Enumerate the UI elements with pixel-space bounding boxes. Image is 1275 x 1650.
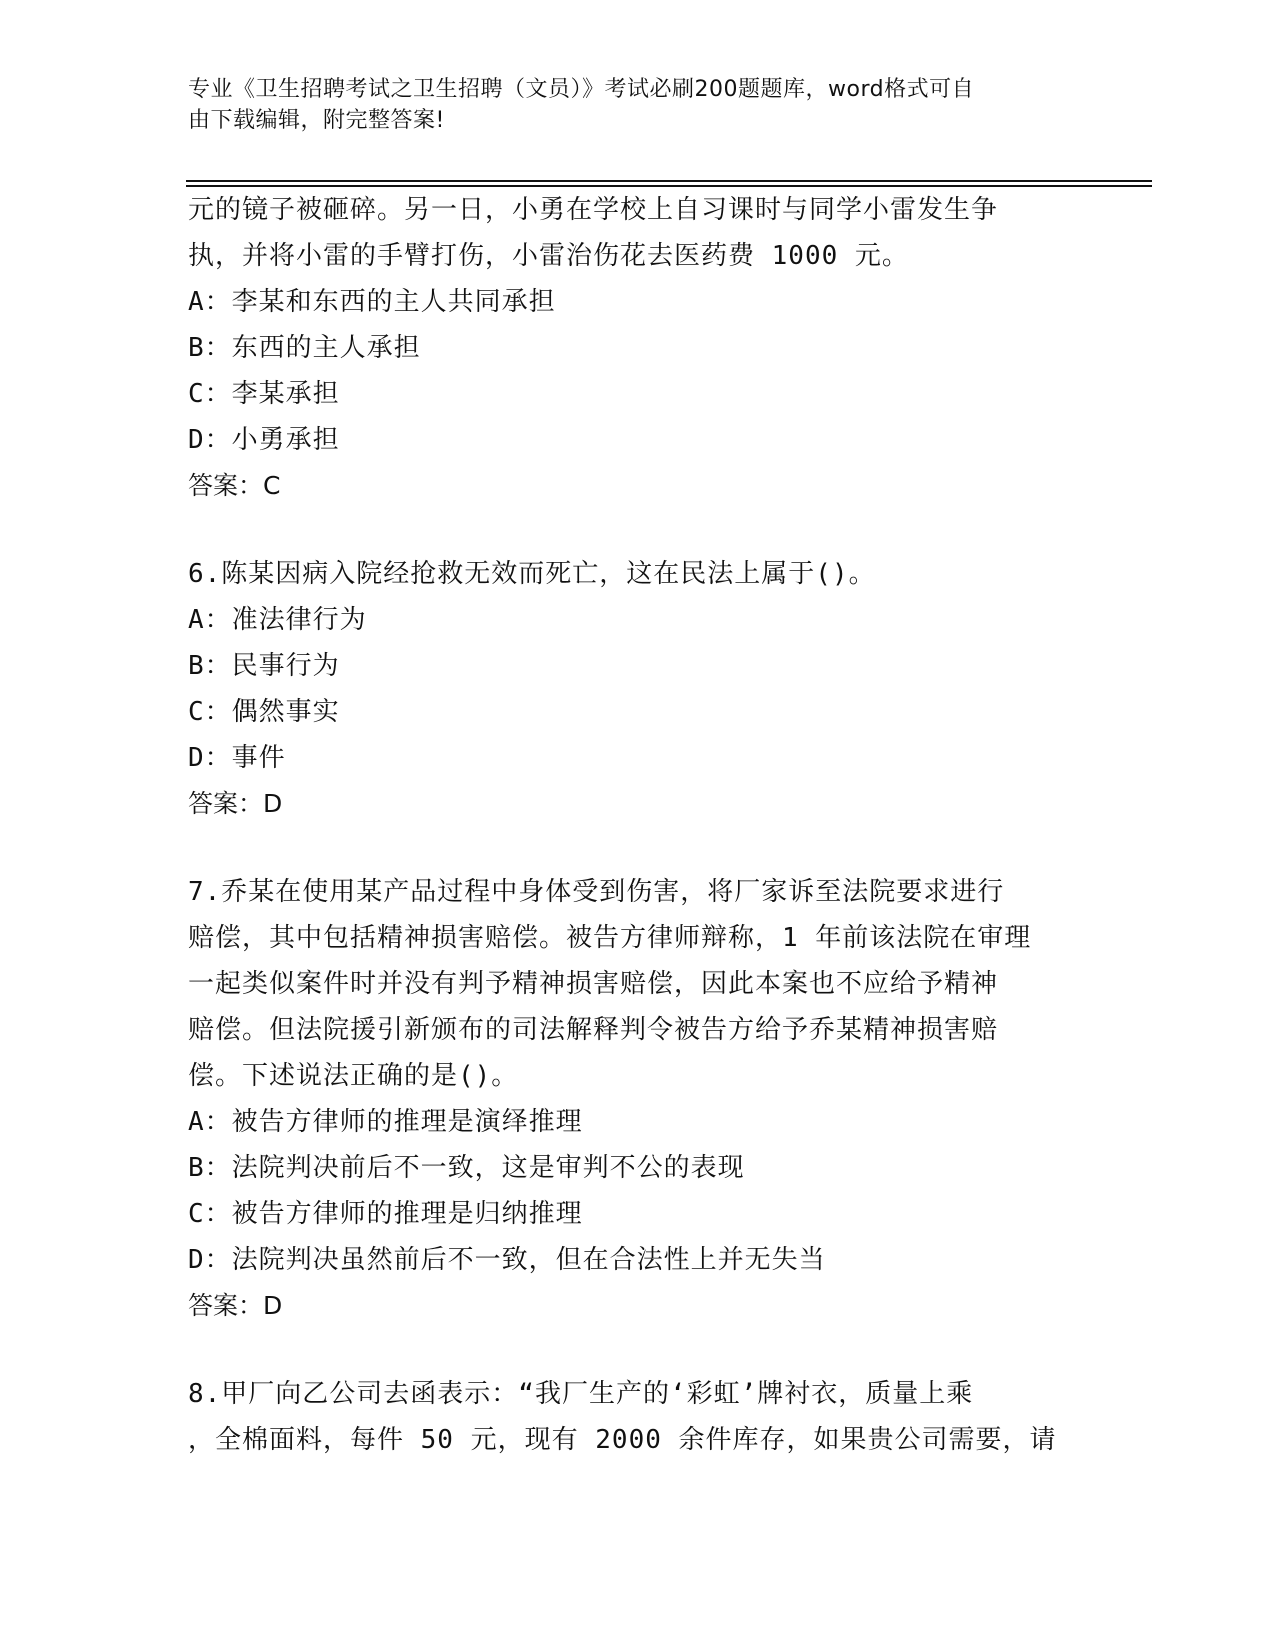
question-8 [188, 1371, 1088, 1463]
option-d: D：事件 [188, 743, 286, 773]
spacer [188, 509, 1088, 551]
answer-line: 答案：D [188, 1291, 283, 1320]
option-d: D：法院判决虽然前后不一致，但在合法性上并无失当 [188, 1245, 826, 1275]
answer-line: 答案：D [188, 789, 283, 818]
question-7 [188, 869, 1088, 1329]
question-text-line: 赔偿。但法院援引新颁布的司法解释判令被告方给予乔某精神损害赔 [188, 1015, 999, 1045]
question-text-line: 一起类似案件时并没有判予精神损害赔偿，因此本案也不应给予精神 [188, 969, 999, 999]
question-5 [188, 187, 1088, 509]
answer-line: 答案：C [188, 471, 281, 500]
option-c: C：被告方律师的推理是归纳推理 [188, 1199, 583, 1229]
question-text-line: 赔偿，其中包括精神损害赔偿。被告方律师辩称，1 年前该法院在审理 [188, 923, 1032, 953]
option-a: A：李某和东西的主人共同承担 [188, 287, 556, 317]
spacer [188, 1329, 1088, 1371]
question-text-line: 7.乔某在使用某产品过程中身体受到伤害，将厂家诉至法院要求进行 [188, 877, 1005, 907]
option-b: B：民事行为 [188, 651, 340, 681]
question-text-line: 元的镜子被砸碎。另一日，小勇在学校上自习课时与同学小雷发生争 [188, 195, 999, 225]
question-text-line: 执，并将小雷的手臂打伤，小雷治伤花去医药费 1000 元。 [188, 241, 909, 271]
header-line-2: 由下载编辑，附完整答案! [188, 108, 445, 133]
question-text-line: 偿。下述说法正确的是()。 [188, 1061, 519, 1091]
option-d: D：小勇承担 [188, 425, 340, 455]
header-rule-top [186, 180, 1152, 182]
question-text-line: ，全棉面料，每件 50 元，现有 2000 余件库存，如果贵公司需要，请 [188, 1425, 1057, 1455]
question-text-line: 8.甲厂向乙公司去函表示：“我厂生产的‘彩虹’牌衬衣，质量上乘 [188, 1379, 974, 1409]
option-a: A：准法律行为 [188, 605, 367, 635]
header-line-1: 专业《卫生招聘考试之卫生招聘（文员）》考试必刷200题题库，word格式可自 [188, 77, 975, 102]
spacer [188, 827, 1088, 869]
option-b: B：法院判决前后不一致，这是审判不公的表现 [188, 1153, 745, 1183]
question-6 [188, 551, 1088, 827]
document-body [188, 187, 1088, 1463]
option-a: A：被告方律师的推理是演绎推理 [188, 1107, 583, 1137]
option-c: C：偶然事实 [188, 697, 340, 727]
document-header [188, 74, 1068, 136]
question-text-line: 6.陈某因病入院经抢救无效而死亡，这在民法上属于()。 [188, 559, 876, 589]
option-c: C：李某承担 [188, 379, 340, 409]
option-b: B：东西的主人承担 [188, 333, 421, 363]
